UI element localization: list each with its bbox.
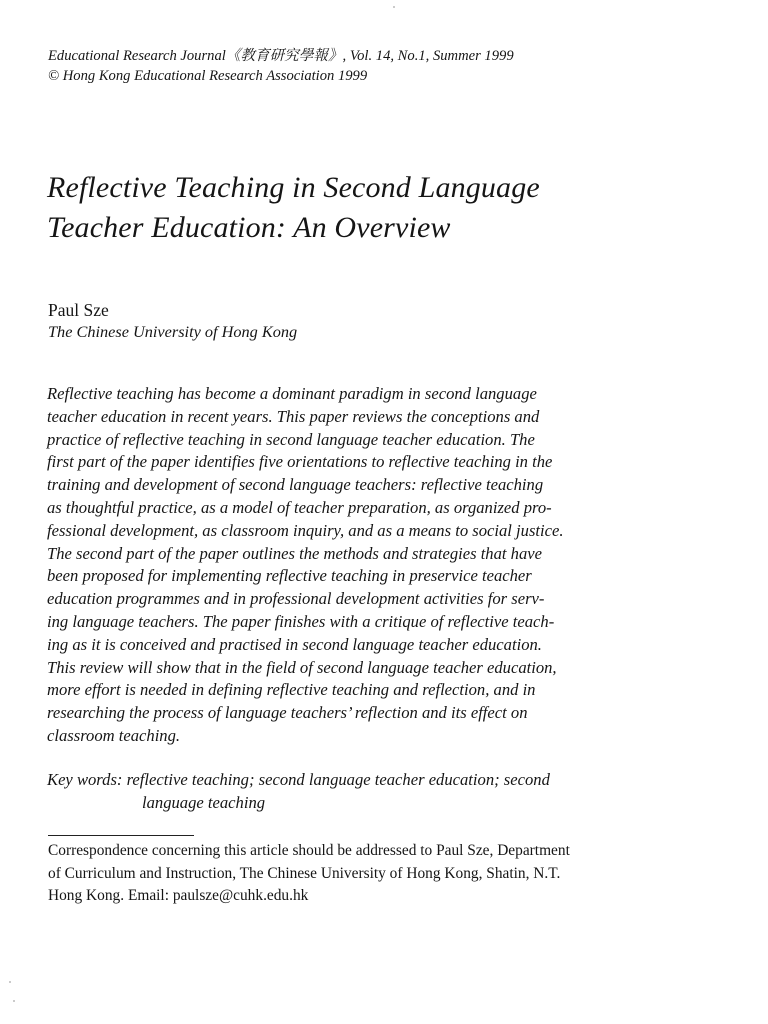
abstract-line: ing as it is conceived and practised in second language teacher education.	[47, 634, 542, 654]
abstract-line: first part of the paper identifies five orientations to reflective teaching in the	[47, 452, 553, 472]
author-affiliation: The Chinese University of Hong Kong	[48, 322, 298, 341]
article-title-line-1: Reflective Teaching in Second Language	[47, 171, 540, 204]
abstract-line: as thoughtful practice, as a model of teacher preparation, as organized pro-	[47, 497, 552, 517]
abstract-line: training and development of second language teachers: reflective teaching	[47, 475, 544, 495]
abstract-line: teacher education in recent years. This paper reviews the conceptions and	[47, 406, 540, 426]
scan-speck	[13, 1000, 15, 1002]
keywords-line-2: language teaching	[142, 793, 266, 812]
keywords-line-1: Key words: reflective teaching; second language teacher education; second	[47, 770, 550, 789]
abstract-line: practice of reflective teaching in second language teacher education. The	[47, 429, 535, 449]
abstract-line: classroom teaching.	[47, 725, 181, 745]
journal-citation-line: Educational Research Journal《教育研究學報》, Vol. 14, No.1, Summer 1999	[48, 48, 514, 64]
abstract-line: The second part of the paper outlines the methods and strategies that have	[47, 543, 542, 563]
abstract-line: been proposed for implementing reflective teaching in preservice teacher	[47, 566, 532, 586]
abstract-line: fessional development, as classroom inquiry, and as a means to social justice.	[47, 520, 564, 540]
abstract	[47, 383, 687, 748]
abstract-line: researching the process of language teachers’ reflection and its effect on	[47, 703, 528, 723]
abstract-line: This review will show that in the field of second language teacher education,	[47, 657, 557, 677]
abstract-line: more effort is needed in defining reflective teaching and reflection, and in	[47, 680, 536, 700]
correspondence-line: Correspondence concerning this article should be addressed to Paul Sze, Department	[48, 842, 570, 859]
correspondence-line: of Curriculum and Instruction, The Chinese University of Hong Kong, Shatin, N.T.	[48, 864, 561, 882]
scan-speck	[9, 981, 11, 983]
footnote-rule	[48, 835, 194, 836]
article-title	[47, 168, 727, 248]
abstract-line: Reflective teaching has become a dominant paradigm in second language	[47, 384, 537, 403]
scan-speck	[393, 6, 395, 8]
copyright-line: © Hong Kong Educational Research Association 1999	[48, 68, 368, 84]
author-name: Paul Sze	[48, 300, 109, 320]
abstract-line: education programmes and in professional development activities for serv-	[47, 589, 545, 609]
correspondence-line: Hong Kong. Email: paulsze@cuhk.edu.hk	[48, 887, 309, 904]
keywords	[47, 768, 687, 814]
article-title-line-2: Teacher Education: An Overview	[47, 211, 451, 244]
correspondence-note	[48, 840, 688, 908]
journal-masthead	[48, 46, 728, 86]
abstract-line: ing language teachers. The paper finishes with a critique of reflective teach-	[47, 611, 555, 631]
